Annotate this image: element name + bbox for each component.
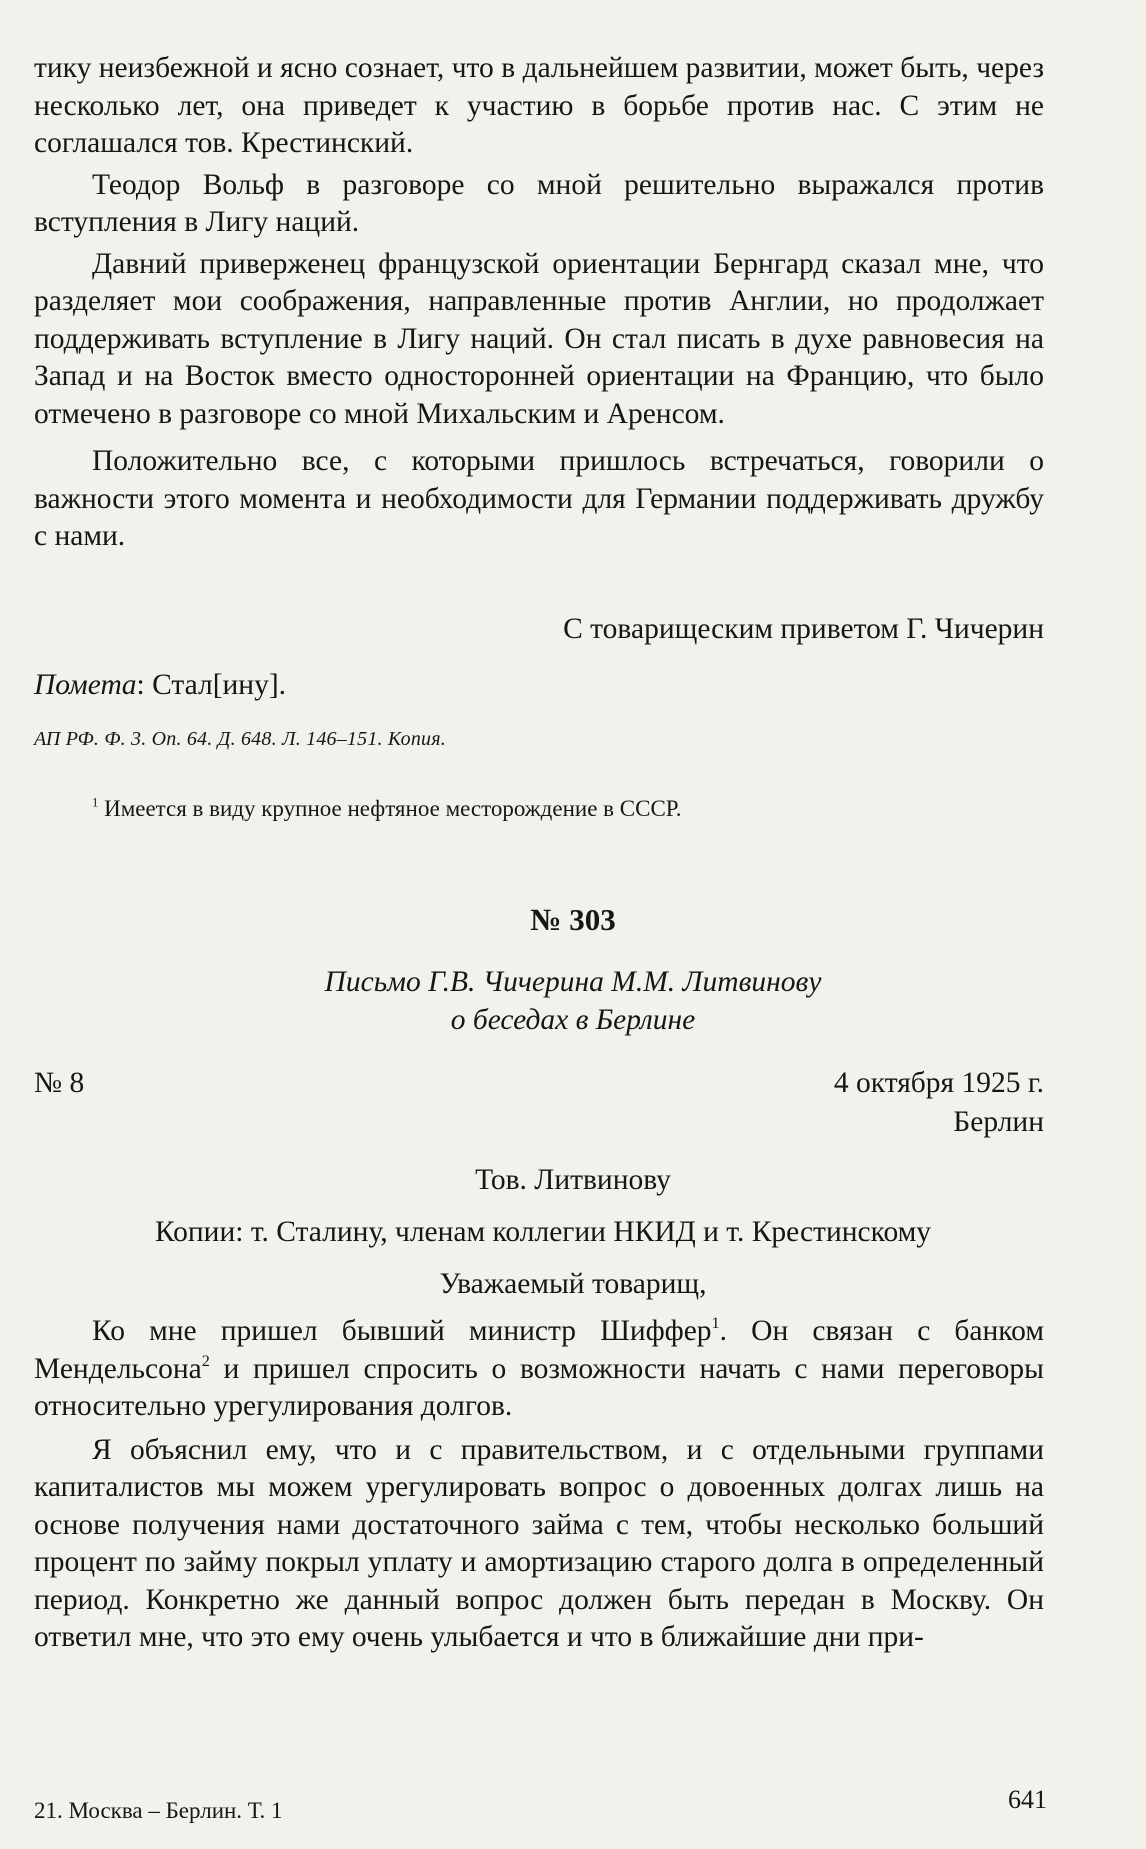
letter-paragraph-2: Я объяснил ему, что и с правительством, и с отдельными группами капиталистов мы можем урегулировать вопрос о довоенных долгах лишь на основе получения нами достаточного займа с тем, чтобы несколько больший процент по займу покрыл уплату и амортизацию старого долга в определенный период. Конкретно же данный вопрос должен быть передан в Москву. Он ответил мне, что это ему очень улыбается и что в ближайшие дни при- <box>34 1433 1044 1653</box>
letter-paragraph-1 <box>34 1313 1044 1426</box>
paragraph-bernhard: Давний приверженец французской ориентации Бернгард сказал мне, что разделяет мои соображения, направленные против Англии, но продолжает поддерживать вступление в Лигу наций. Он стал писать в духе равновесия на Запад и на Восток вместо односторонней ориентации на Францию, что было отмечено в разговоре со мной Михальским и Аренсом. <box>34 247 1044 430</box>
reference-number: № 8 <box>34 1067 85 1099</box>
document-number: № 303 <box>530 902 616 937</box>
top-text-block <box>34 50 1044 556</box>
letter-body <box>34 1313 1044 1657</box>
footnote <box>92 794 681 824</box>
salutation: Уважаемый товарищ, <box>439 1268 707 1300</box>
page-number: 641 <box>1008 1785 1047 1814</box>
p1-text-c: и пришел спросить о возможности начать с нами переговоры относительно урегулирования долгов. <box>34 1352 1044 1422</box>
copies-line: Копии: т. Сталину, членам коллегии НКИД и т. Крестинскому <box>154 1216 932 1248</box>
footnote-ref-2: 2 <box>201 1351 210 1370</box>
paragraph-wolff: Теодор Вольф в разговоре со мной решительно выражался против вступления в Лигу наций. <box>34 168 1044 238</box>
addressee: Тов. Литвинову <box>475 1164 671 1196</box>
running-footer: 21. Москва – Берлин. Т. 1 <box>34 1798 283 1823</box>
document-title-line1: Письмо Г.В. Чичерина М.М. Литвинову <box>324 966 822 998</box>
document-place: Берлин <box>953 1106 1044 1138</box>
footnote-ref-1: 1 <box>711 1313 720 1332</box>
signature-line: С товарищеским приветом Г. Чичерин <box>563 613 1044 645</box>
paragraph-summary: Положительно все, с которыми пришлось встречаться, говорили о важности этого момента и необходимости для Германии поддерживать дружбу с нами. <box>34 445 1044 552</box>
document-title-line2: о беседах в Берлине <box>450 1004 696 1036</box>
paragraph-continuation: тику неизбежной и ясно сознает, что в дальнейшем развитии, может быть, через несколько лет, она приведет к участию в борьбе против нас. С этим не соглашался тов. Крестинский. <box>34 52 1044 159</box>
mark-text: : Стал[ину]. <box>136 669 287 701</box>
footnote-text: Имеется в виду крупное нефтяное месторождение в СССР. <box>98 796 682 821</box>
p1-text-a: Ко мне пришел бывший министр Шиффер <box>92 1315 712 1347</box>
document-date: 4 октября 1925 г. <box>833 1067 1044 1099</box>
mark-label: Пометa <box>34 669 137 701</box>
footnote-number: 1 <box>92 795 99 810</box>
annotation-mark <box>34 667 286 705</box>
p1-text-b: . Он связан с банком Мендельсона <box>34 1315 1044 1385</box>
archive-reference: АП РФ. Ф. 3. Оп. 64. Д. 648. Л. 146–151. Копия. <box>34 728 446 750</box>
